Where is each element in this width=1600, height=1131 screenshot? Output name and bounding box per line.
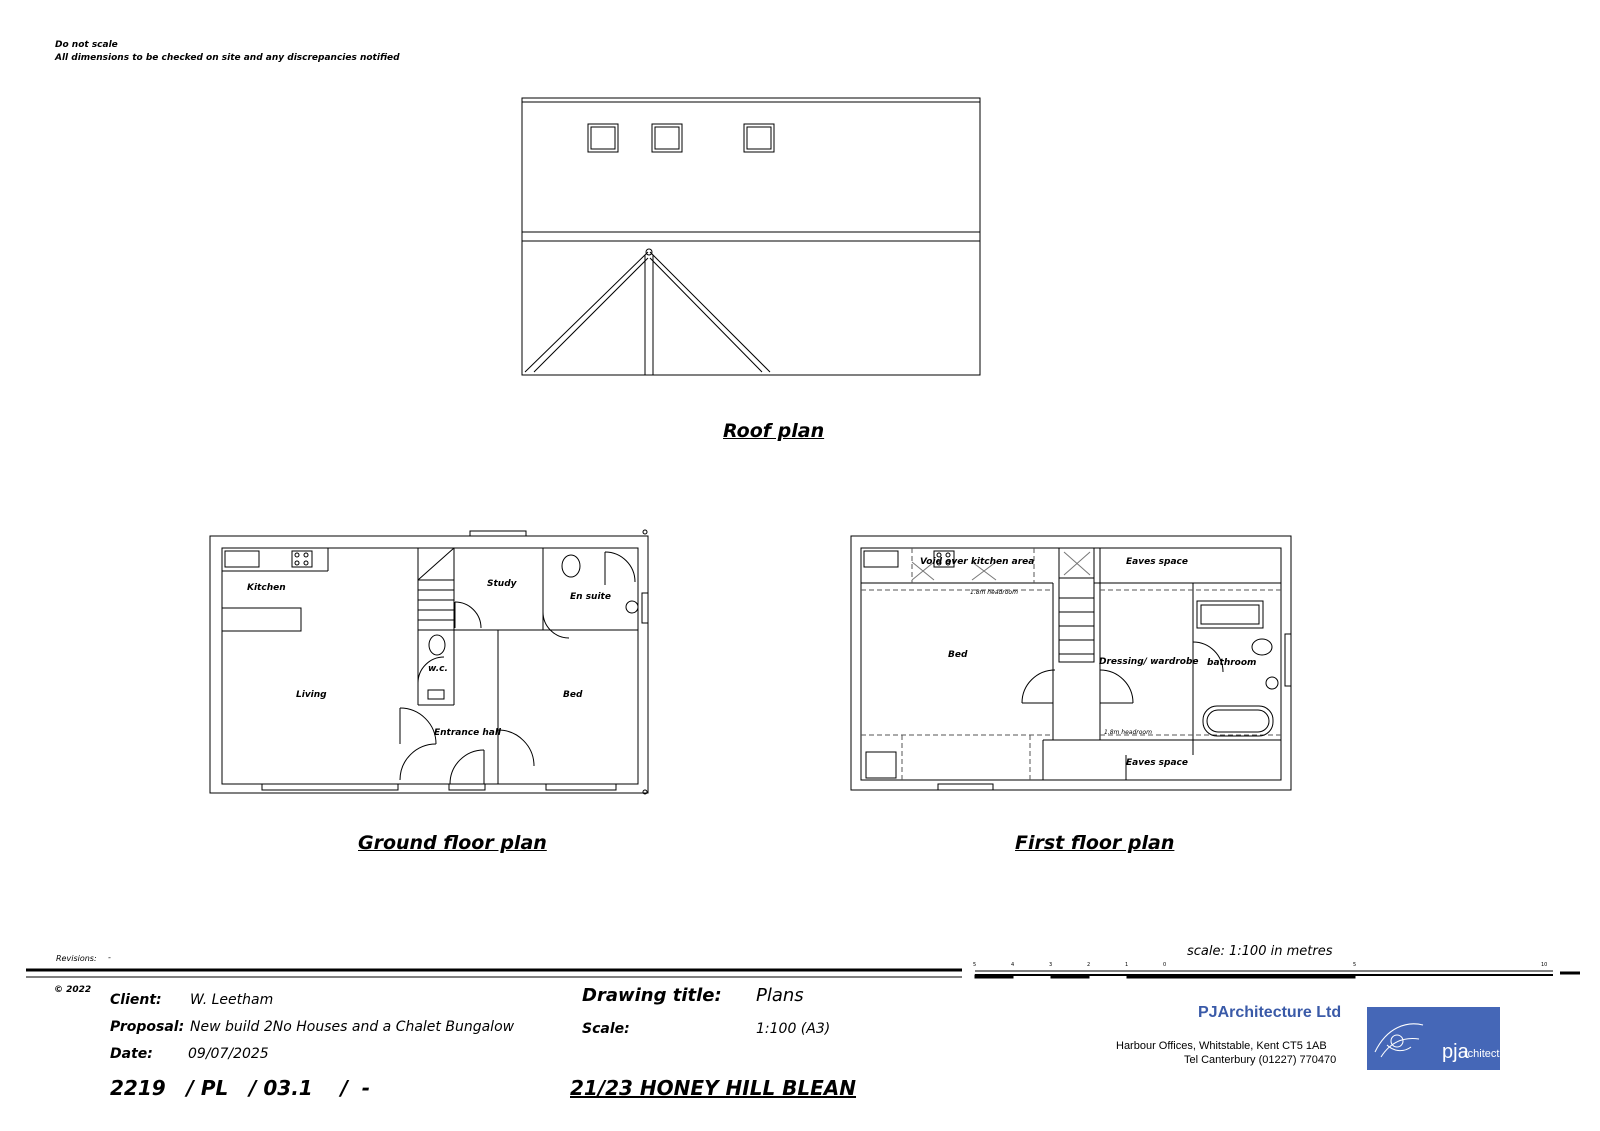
emblem-icon — [1367, 1007, 1432, 1070]
ground-floor-title: Ground floor plan — [358, 832, 547, 854]
scale-tick-label: 0 — [1163, 962, 1167, 968]
copyright: © 2022 — [54, 985, 92, 995]
client-label: Client: — [110, 992, 162, 1008]
site-address: 21/23 HONEY HILL BLEAN — [570, 1076, 857, 1100]
headroom-label-right: 1.8m headroom — [1104, 729, 1152, 736]
date-label: Date: — [110, 1046, 153, 1062]
kitchen-island — [222, 608, 301, 631]
rooflight — [744, 124, 774, 152]
scale-tick-label: 4 — [1011, 962, 1015, 968]
revisions-value: - — [108, 953, 111, 962]
proposal-value: New build 2No Houses and a Chalet Bungalow — [190, 1019, 515, 1035]
scale-bar-graphic — [975, 971, 1580, 978]
drawing-title-label: Drawing title: — [582, 985, 722, 1006]
scale-tick-label: 5 — [1353, 962, 1357, 968]
room-label-dressing: Dressing/ wardrobe — [1099, 657, 1199, 667]
date-value: 09/07/2025 — [188, 1046, 269, 1062]
proposal-label: Proposal: — [110, 1019, 185, 1035]
rooflight — [588, 124, 618, 152]
room-label-living: Living — [296, 690, 327, 700]
scale-tick-label: 1 — [1125, 962, 1129, 968]
scale-bar-caption: scale: 1:100 in metres — [1187, 944, 1333, 959]
company-address: Harbour Offices, Whitstable, Kent CT5 1AB — [1116, 1040, 1327, 1052]
company-name: PJArchitecture Ltd — [1198, 1004, 1342, 1021]
client-value: W. Leetham — [190, 992, 274, 1008]
revisions-label: Revisions: — [56, 954, 97, 963]
room-label-study: Study — [487, 579, 517, 589]
scale-tick-label: 10 — [1541, 962, 1548, 968]
roof-plan-drawing — [522, 98, 980, 375]
scale-tick-label: 2 — [1087, 962, 1091, 968]
scale-tick-label: 3 — [1049, 962, 1053, 968]
rooflight — [652, 124, 682, 152]
company-phone: Tel Canterbury (01227) 770470 — [1184, 1054, 1337, 1066]
company-logo-wordmark — [1432, 1007, 1516, 1070]
drawing-number: 2219 / PL / 03.1 / - — [110, 1076, 371, 1100]
scale-tick-label: 5 — [973, 962, 977, 968]
room-label-bathroom: bathroom — [1207, 658, 1257, 668]
room-label-void: Void over kitchen area — [920, 557, 1035, 567]
room-label-bed: Bed — [563, 690, 583, 700]
headroom-label-left: 1.8m headroom — [970, 589, 1018, 596]
scale-label: Scale: — [582, 1021, 630, 1037]
title-block-rules — [26, 970, 962, 977]
note-dimensions: All dimensions to be checked on site and any discrepancies notified — [55, 53, 400, 63]
drawing-title-value: Plans — [756, 985, 804, 1006]
room-label-first-bed: Bed — [948, 650, 968, 660]
room-label-ensuite: En suite — [570, 592, 611, 602]
room-label-wc: w.c. — [428, 664, 448, 674]
company-logo-emblem — [1367, 1007, 1432, 1070]
ground-floor-drawing — [210, 530, 648, 794]
note-do-not-scale: Do not scale — [55, 40, 118, 50]
room-label-eaves-bottom: Eaves space — [1126, 758, 1188, 768]
scale-value: 1:100 (A3) — [756, 1021, 831, 1037]
roof-plan-title: Roof plan — [723, 420, 825, 442]
logo-text-a: pja — [1442, 1041, 1469, 1063]
first-floor-title: First floor plan — [1015, 832, 1175, 854]
room-label-entrance-hall: Entrance hall — [434, 728, 501, 738]
room-label-kitchen: Kitchen — [247, 583, 286, 593]
room-label-eaves-top: Eaves space — [1126, 557, 1188, 567]
logo-text-b: rchitecture — [1464, 1048, 1516, 1060]
